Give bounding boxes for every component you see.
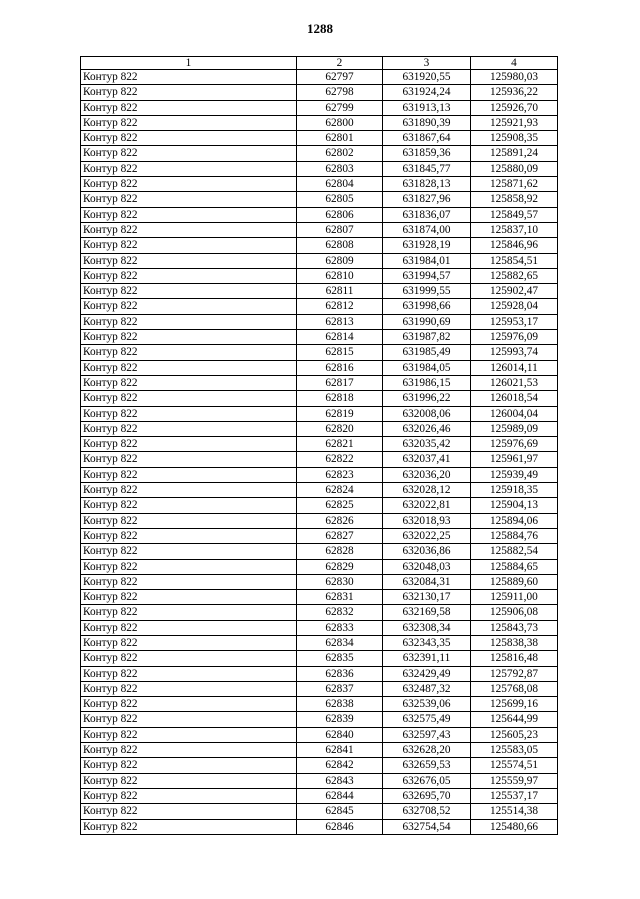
y-coordinate-cell: 125926,70 (471, 100, 558, 115)
coordinates-table (80, 56, 558, 835)
contour-name-cell: Контур 822 (81, 681, 297, 696)
x-coordinate-cell: 632036,86 (383, 544, 471, 559)
table-row (81, 131, 558, 146)
contour-name-cell: Контур 822 (81, 712, 297, 727)
y-coordinate-cell: 126014,11 (471, 360, 558, 375)
point-number-cell: 62818 (297, 391, 383, 406)
x-coordinate-cell: 631999,55 (383, 284, 471, 299)
point-number-cell: 62806 (297, 207, 383, 222)
y-coordinate-cell: 125880,09 (471, 161, 558, 176)
point-number-cell: 62830 (297, 574, 383, 589)
x-coordinate-cell: 632018,93 (383, 513, 471, 528)
point-number-cell: 62824 (297, 483, 383, 498)
x-coordinate-cell: 632391,11 (383, 651, 471, 666)
point-number-cell: 62833 (297, 620, 383, 635)
y-coordinate-cell: 125904,13 (471, 498, 558, 513)
y-coordinate-cell: 125936,22 (471, 85, 558, 100)
y-coordinate-cell: 125583,05 (471, 743, 558, 758)
point-number-cell: 62823 (297, 467, 383, 482)
table-row (81, 544, 558, 559)
point-number-cell: 62805 (297, 192, 383, 207)
table-row (81, 345, 558, 360)
table-row (81, 330, 558, 345)
contour-name-cell: Контур 822 (81, 222, 297, 237)
point-number-cell: 62798 (297, 85, 383, 100)
table-row (81, 681, 558, 696)
table-row (81, 115, 558, 130)
page-number: 1288 (307, 21, 333, 36)
contour-name-cell: Контур 822 (81, 70, 297, 85)
x-coordinate-cell: 632429,49 (383, 666, 471, 681)
contour-name-cell: Контур 822 (81, 697, 297, 712)
table-row (81, 773, 558, 788)
table-row (81, 467, 558, 482)
point-number-cell: 62811 (297, 284, 383, 299)
table-row (81, 452, 558, 467)
table-row (81, 238, 558, 253)
table-row (81, 299, 558, 314)
y-coordinate-cell: 125514,38 (471, 804, 558, 819)
contour-name-cell: Контур 822 (81, 115, 297, 130)
point-number-cell: 62840 (297, 727, 383, 742)
x-coordinate-cell: 631920,55 (383, 70, 471, 85)
point-number-cell: 62842 (297, 758, 383, 773)
table-row (81, 651, 558, 666)
point-number-cell: 62827 (297, 528, 383, 543)
point-number-cell: 62846 (297, 819, 383, 834)
table-row (81, 513, 558, 528)
x-coordinate-cell: 632036,20 (383, 467, 471, 482)
contour-name-cell: Контур 822 (81, 788, 297, 803)
table-row (81, 284, 558, 299)
table-row (81, 605, 558, 620)
table-row (81, 819, 558, 834)
header-col-4: 4 (471, 57, 558, 70)
y-coordinate-cell: 125816,48 (471, 651, 558, 666)
y-coordinate-cell: 125559,97 (471, 773, 558, 788)
contour-name-cell: Контур 822 (81, 330, 297, 345)
point-number-cell: 62819 (297, 406, 383, 421)
contour-name-cell: Контур 822 (81, 544, 297, 559)
y-coordinate-cell: 125480,66 (471, 819, 558, 834)
table-row (81, 620, 558, 635)
y-coordinate-cell: 125889,60 (471, 574, 558, 589)
x-coordinate-cell: 632028,12 (383, 483, 471, 498)
x-coordinate-cell: 631845,77 (383, 161, 471, 176)
point-number-cell: 62801 (297, 131, 383, 146)
y-coordinate-cell: 125838,38 (471, 635, 558, 650)
x-coordinate-cell: 632539,06 (383, 697, 471, 712)
contour-name-cell: Контур 822 (81, 406, 297, 421)
point-number-cell: 62814 (297, 330, 383, 345)
table-row (81, 498, 558, 513)
point-number-cell: 62802 (297, 146, 383, 161)
y-coordinate-cell: 125768,08 (471, 681, 558, 696)
x-coordinate-cell: 632708,52 (383, 804, 471, 819)
contour-name-cell: Контур 822 (81, 635, 297, 650)
table-row (81, 483, 558, 498)
point-number-cell: 62821 (297, 437, 383, 452)
y-coordinate-cell: 125537,17 (471, 788, 558, 803)
x-coordinate-cell: 632035,42 (383, 437, 471, 452)
x-coordinate-cell: 631890,39 (383, 115, 471, 130)
point-number-cell: 62804 (297, 177, 383, 192)
x-coordinate-cell: 632130,17 (383, 590, 471, 605)
y-coordinate-cell: 125980,03 (471, 70, 558, 85)
x-coordinate-cell: 632026,46 (383, 421, 471, 436)
contour-name-cell: Контур 822 (81, 819, 297, 834)
point-number-cell: 62809 (297, 253, 383, 268)
point-number-cell: 62829 (297, 559, 383, 574)
point-number-cell: 62812 (297, 299, 383, 314)
contour-name-cell: Контур 822 (81, 452, 297, 467)
y-coordinate-cell: 125846,96 (471, 238, 558, 253)
point-number-cell: 62813 (297, 314, 383, 329)
x-coordinate-cell: 632084,31 (383, 574, 471, 589)
x-coordinate-cell: 632754,54 (383, 819, 471, 834)
y-coordinate-cell: 125976,69 (471, 437, 558, 452)
y-coordinate-cell: 125871,62 (471, 177, 558, 192)
header-col-1: 1 (81, 57, 297, 70)
point-number-cell: 62836 (297, 666, 383, 681)
contour-name-cell: Контур 822 (81, 513, 297, 528)
point-number-cell: 62837 (297, 681, 383, 696)
contour-name-cell: Контур 822 (81, 467, 297, 482)
x-coordinate-cell: 631994,57 (383, 268, 471, 283)
x-coordinate-cell: 632343,35 (383, 635, 471, 650)
point-number-cell: 62845 (297, 804, 383, 819)
contour-name-cell: Контур 822 (81, 253, 297, 268)
point-number-cell: 62803 (297, 161, 383, 176)
contour-name-cell: Контур 822 (81, 804, 297, 819)
point-number-cell: 62810 (297, 268, 383, 283)
y-coordinate-cell: 125605,23 (471, 727, 558, 742)
contour-name-cell: Контур 822 (81, 620, 297, 635)
point-number-cell: 62799 (297, 100, 383, 115)
x-coordinate-cell: 632628,20 (383, 743, 471, 758)
x-coordinate-cell: 631987,82 (383, 330, 471, 345)
contour-name-cell: Контур 822 (81, 651, 297, 666)
point-number-cell: 62835 (297, 651, 383, 666)
contour-name-cell: Контур 822 (81, 498, 297, 513)
y-coordinate-cell: 125953,17 (471, 314, 558, 329)
table-row (81, 100, 558, 115)
x-coordinate-cell: 632008,06 (383, 406, 471, 421)
point-number-cell: 62828 (297, 544, 383, 559)
table-row (81, 360, 558, 375)
x-coordinate-cell: 632597,43 (383, 727, 471, 742)
x-coordinate-cell: 631986,15 (383, 375, 471, 390)
y-coordinate-cell: 125928,04 (471, 299, 558, 314)
table-row (81, 268, 558, 283)
point-number-cell: 62800 (297, 115, 383, 130)
y-coordinate-cell: 125939,49 (471, 467, 558, 482)
table-row (81, 314, 558, 329)
contour-name-cell: Контур 822 (81, 177, 297, 192)
contour-name-cell: Контур 822 (81, 131, 297, 146)
table-row (81, 207, 558, 222)
point-number-cell: 62826 (297, 513, 383, 528)
table-header (81, 57, 558, 70)
y-coordinate-cell: 125699,16 (471, 697, 558, 712)
table-row (81, 375, 558, 390)
x-coordinate-cell: 631928,19 (383, 238, 471, 253)
table-row (81, 590, 558, 605)
table-row (81, 788, 558, 803)
y-coordinate-cell: 125858,92 (471, 192, 558, 207)
contour-name-cell: Контур 822 (81, 758, 297, 773)
contour-name-cell: Контур 822 (81, 85, 297, 100)
contour-name-cell: Контур 822 (81, 299, 297, 314)
contour-name-cell: Контур 822 (81, 207, 297, 222)
x-coordinate-cell: 632022,81 (383, 498, 471, 513)
y-coordinate-cell: 125921,93 (471, 115, 558, 130)
table-row (81, 406, 558, 421)
point-number-cell: 62834 (297, 635, 383, 650)
table-row (81, 697, 558, 712)
x-coordinate-cell: 631827,96 (383, 192, 471, 207)
contour-name-cell: Контур 822 (81, 284, 297, 299)
x-coordinate-cell: 632676,05 (383, 773, 471, 788)
point-number-cell: 62815 (297, 345, 383, 360)
contour-name-cell: Контур 822 (81, 314, 297, 329)
y-coordinate-cell: 125792,87 (471, 666, 558, 681)
table-row (81, 437, 558, 452)
y-coordinate-cell: 125574,51 (471, 758, 558, 773)
table-row (81, 70, 558, 85)
y-coordinate-cell: 126021,53 (471, 375, 558, 390)
contour-name-cell: Контур 822 (81, 192, 297, 207)
point-number-cell: 62838 (297, 697, 383, 712)
x-coordinate-cell: 631996,22 (383, 391, 471, 406)
table-row (81, 804, 558, 819)
contour-name-cell: Контур 822 (81, 161, 297, 176)
x-coordinate-cell: 631924,24 (383, 85, 471, 100)
contour-name-cell: Контур 822 (81, 100, 297, 115)
table-row (81, 146, 558, 161)
x-coordinate-cell: 631990,69 (383, 314, 471, 329)
y-coordinate-cell: 125891,24 (471, 146, 558, 161)
contour-name-cell: Контур 822 (81, 605, 297, 620)
table-row (81, 559, 558, 574)
contour-name-cell: Контур 822 (81, 238, 297, 253)
header-col-3: 3 (383, 57, 471, 70)
point-number-cell: 62844 (297, 788, 383, 803)
y-coordinate-cell: 125837,10 (471, 222, 558, 237)
x-coordinate-cell: 631859,36 (383, 146, 471, 161)
contour-name-cell: Контур 822 (81, 268, 297, 283)
point-number-cell: 62820 (297, 421, 383, 436)
table-row (81, 222, 558, 237)
y-coordinate-cell: 125906,08 (471, 605, 558, 620)
table-row (81, 192, 558, 207)
contour-name-cell: Контур 822 (81, 483, 297, 498)
x-coordinate-cell: 631874,00 (383, 222, 471, 237)
point-number-cell: 62822 (297, 452, 383, 467)
contour-name-cell: Контур 822 (81, 345, 297, 360)
y-coordinate-cell: 125993,74 (471, 345, 558, 360)
contour-name-cell: Контур 822 (81, 360, 297, 375)
x-coordinate-cell: 631985,49 (383, 345, 471, 360)
table-row (81, 758, 558, 773)
table-row (81, 574, 558, 589)
header-row (81, 57, 558, 70)
point-number-cell: 62817 (297, 375, 383, 390)
contour-name-cell: Контур 822 (81, 375, 297, 390)
x-coordinate-cell: 631836,07 (383, 207, 471, 222)
point-number-cell: 62825 (297, 498, 383, 513)
table-row (81, 161, 558, 176)
y-coordinate-cell: 125849,57 (471, 207, 558, 222)
contour-name-cell: Контур 822 (81, 391, 297, 406)
contour-name-cell: Контур 822 (81, 421, 297, 436)
point-number-cell: 62841 (297, 743, 383, 758)
x-coordinate-cell: 631828,13 (383, 177, 471, 192)
header-col-2: 2 (297, 57, 383, 70)
contour-name-cell: Контур 822 (81, 146, 297, 161)
contour-name-cell: Контур 822 (81, 559, 297, 574)
table-row (81, 635, 558, 650)
y-coordinate-cell: 125644,99 (471, 712, 558, 727)
x-coordinate-cell: 632487,32 (383, 681, 471, 696)
y-coordinate-cell: 125918,35 (471, 483, 558, 498)
table-row (81, 666, 558, 681)
point-number-cell: 62816 (297, 360, 383, 375)
y-coordinate-cell: 125989,09 (471, 421, 558, 436)
contour-name-cell: Контур 822 (81, 773, 297, 788)
x-coordinate-cell: 631984,05 (383, 360, 471, 375)
x-coordinate-cell: 632575,49 (383, 712, 471, 727)
y-coordinate-cell: 126004,04 (471, 406, 558, 421)
x-coordinate-cell: 631867,64 (383, 131, 471, 146)
contour-name-cell: Контур 822 (81, 727, 297, 742)
contour-name-cell: Контур 822 (81, 743, 297, 758)
y-coordinate-cell: 125854,51 (471, 253, 558, 268)
y-coordinate-cell: 125961,97 (471, 452, 558, 467)
table-row (81, 177, 558, 192)
y-coordinate-cell: 125843,73 (471, 620, 558, 635)
x-coordinate-cell: 632037,41 (383, 452, 471, 467)
x-coordinate-cell: 632048,03 (383, 559, 471, 574)
point-number-cell: 62832 (297, 605, 383, 620)
point-number-cell: 62808 (297, 238, 383, 253)
y-coordinate-cell: 125884,76 (471, 528, 558, 543)
point-number-cell: 62797 (297, 70, 383, 85)
point-number-cell: 62843 (297, 773, 383, 788)
point-number-cell: 62831 (297, 590, 383, 605)
table-row (81, 253, 558, 268)
point-number-cell: 62839 (297, 712, 383, 727)
x-coordinate-cell: 632022,25 (383, 528, 471, 543)
x-coordinate-cell: 631998,66 (383, 299, 471, 314)
table-row (81, 743, 558, 758)
contour-name-cell: Контур 822 (81, 574, 297, 589)
y-coordinate-cell: 125894,06 (471, 513, 558, 528)
y-coordinate-cell: 125976,09 (471, 330, 558, 345)
table-row (81, 85, 558, 100)
y-coordinate-cell: 125884,65 (471, 559, 558, 574)
contour-name-cell: Контур 822 (81, 666, 297, 681)
y-coordinate-cell: 126018,54 (471, 391, 558, 406)
contour-name-cell: Контур 822 (81, 437, 297, 452)
table-row (81, 528, 558, 543)
y-coordinate-cell: 125882,54 (471, 544, 558, 559)
x-coordinate-cell: 631913,13 (383, 100, 471, 115)
table-row (81, 712, 558, 727)
point-number-cell: 62807 (297, 222, 383, 237)
y-coordinate-cell: 125882,65 (471, 268, 558, 283)
table-row (81, 391, 558, 406)
table-row (81, 421, 558, 436)
table-row (81, 727, 558, 742)
y-coordinate-cell: 125902,47 (471, 284, 558, 299)
x-coordinate-cell: 632695,70 (383, 788, 471, 803)
x-coordinate-cell: 631984,01 (383, 253, 471, 268)
x-coordinate-cell: 632169,58 (383, 605, 471, 620)
contour-name-cell: Контур 822 (81, 528, 297, 543)
x-coordinate-cell: 632659,53 (383, 758, 471, 773)
table-body (81, 70, 558, 835)
y-coordinate-cell: 125911,00 (471, 590, 558, 605)
x-coordinate-cell: 632308,34 (383, 620, 471, 635)
contour-name-cell: Контур 822 (81, 590, 297, 605)
y-coordinate-cell: 125908,35 (471, 131, 558, 146)
